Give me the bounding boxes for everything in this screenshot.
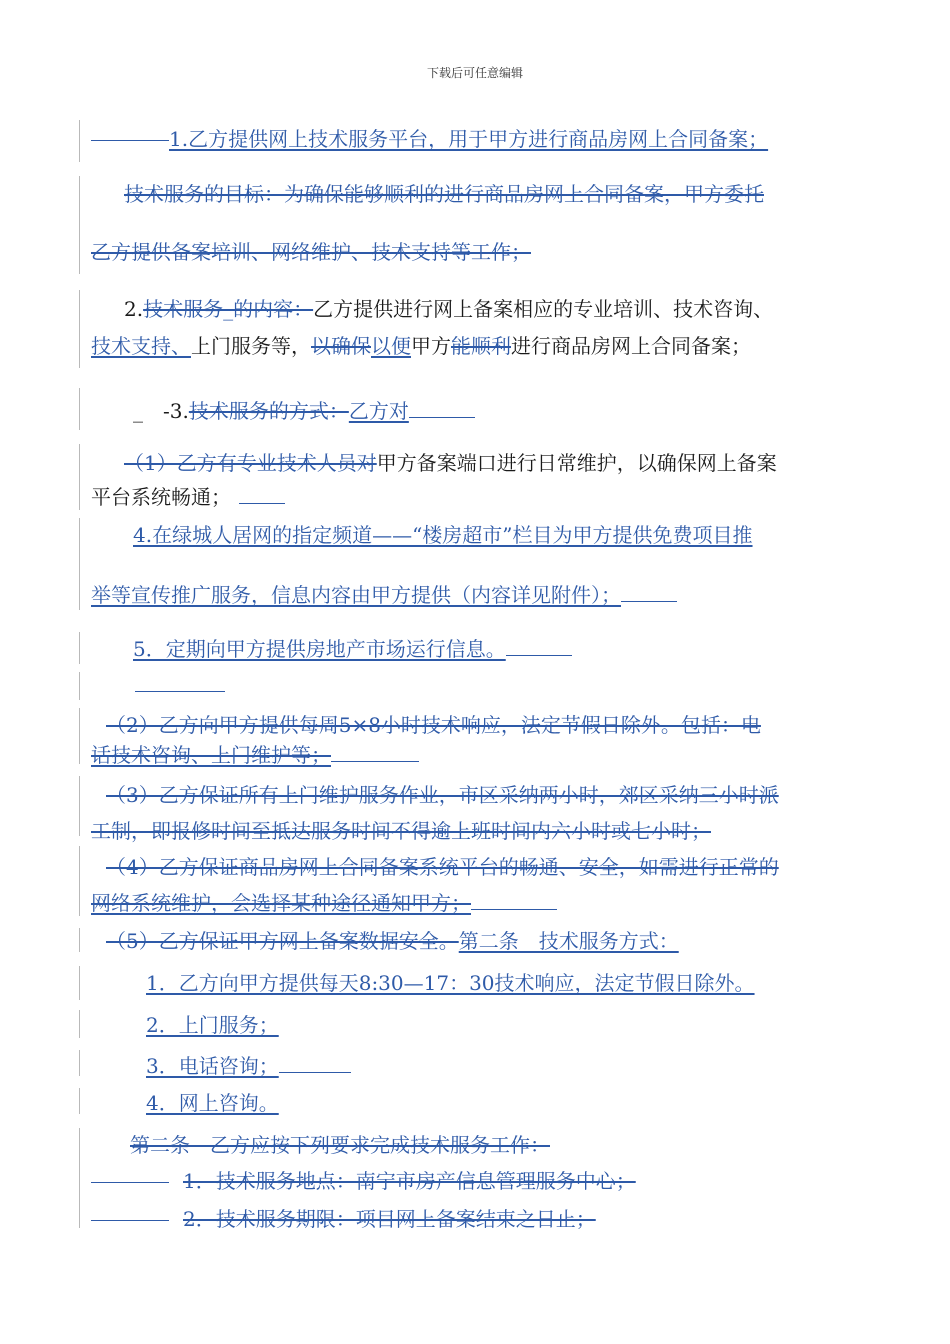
- item-2-text: 乙方提供进行网上备案相应的专业培训、技术咨询、: [313, 297, 774, 321]
- sub-5: [106, 928, 679, 954]
- service-item-1: 1．乙方向甲方提供每天8:30—17：30技术响应，法定节假日除外。: [146, 971, 755, 995]
- revision-bar: [79, 176, 80, 274]
- item-2-text: 进行商品房网上合同备案；: [511, 334, 751, 358]
- sub-3-line-2: 工制，即报修时间至抵达服务时间不得逾上班时间内六小时或七小时；: [91, 819, 711, 843]
- revision-bar: [79, 928, 80, 952]
- item-5: [133, 636, 572, 662]
- revision-bar: [79, 672, 80, 700]
- item-5-rule: [135, 672, 225, 698]
- sub-1-line-1: [124, 450, 777, 476]
- sub-1-text: 甲方备案端口进行日常维护，以确保网上备案: [376, 451, 777, 475]
- article-3-point-1-text: 1．技术服务地点：南宁市房产信息管理服务中心；: [183, 1169, 636, 1193]
- sub-4-line-2: [91, 890, 557, 916]
- insertion-rule: [239, 489, 285, 504]
- insertion-rule: [91, 1220, 169, 1222]
- article-3-point-2: [91, 1206, 596, 1232]
- insertion-rule: [621, 587, 677, 602]
- revision-bar: [79, 1010, 80, 1038]
- item-4-line-1: 4.在绿城人居网的指定频道——“楼房超市”栏目为甲方提供免费项目推: [133, 523, 753, 547]
- item-2-inserted: 以便: [371, 334, 411, 358]
- revision-bar: [79, 632, 80, 664]
- sub-2-text-2: 话技术咨询、上门维护等；: [91, 743, 331, 767]
- insertion-rule: [506, 641, 572, 656]
- insertion-rule: [91, 1182, 169, 1184]
- article-2-heading: 第二条 技术服务方式：: [458, 929, 679, 953]
- sub-1-text-2: 平台系统畅通；: [91, 485, 231, 509]
- revision-bar: [79, 388, 80, 430]
- revision-bar: [79, 708, 80, 764]
- item-2-text: 甲方: [411, 334, 451, 358]
- sub-2-line-2: [91, 742, 419, 768]
- service-item-2: 2．上门服务；: [146, 1013, 279, 1037]
- article-3-point-2-text: 2．技术服务期限：项目网上备案结束之日止；: [183, 1207, 596, 1231]
- revision-bar: [79, 120, 80, 162]
- sub-4-line-1: （4）乙方保证商品房网上合同备案系统平台的畅通、安全，如需进行正常的: [106, 855, 779, 879]
- revision-bar: [79, 966, 80, 1000]
- insertion-rule: [279, 1058, 351, 1073]
- sub-5-struck: （5）乙方保证甲方网上备案数据安全。: [106, 929, 459, 953]
- revision-bar: [79, 444, 80, 510]
- insertion-rule: [91, 140, 169, 142]
- item-3-underscore: _: [133, 399, 143, 423]
- item-4-text-2: 举等宣传推广服务，信息内容由甲方提供（内容详见附件）；: [91, 583, 621, 607]
- goal-line-2: 乙方提供备案培训、网络维护、技术支持等工作；: [91, 240, 531, 264]
- insertion-rule: [409, 403, 475, 418]
- item-2-text: 上门服务等，: [191, 334, 311, 358]
- item-2-line-2: [91, 333, 751, 359]
- item-2-deleted: 能顺利: [451, 334, 511, 358]
- item-2-struck-label: 技术服务_的内容：: [143, 297, 314, 321]
- sub-1-line-2: [91, 484, 285, 510]
- item-3-inserted: 乙方对: [348, 399, 409, 423]
- goal-line-1: 技术服务的目标：为确保能够顺利的进行商品房网上合同备案，甲方委托: [124, 182, 764, 206]
- item-1-text: 1.乙方提供网上技术服务平台，用于甲方进行商品房网上合同备案；: [169, 127, 769, 151]
- insertion-rule: [135, 677, 225, 692]
- sub-1-struck: （1）乙方有专业技术人员对: [124, 451, 377, 475]
- sub-3-line-1: （3）乙方保证所有上门维护服务作业，市区采纳两小时，郊区采纳三小时派: [106, 783, 779, 807]
- sub-2-line-1: （2）乙方向甲方提供每周5×8小时技术响应，法定节假日除外。包括：电: [106, 713, 761, 737]
- item-1: [91, 126, 768, 152]
- revision-bar: [79, 1088, 80, 1114]
- revision-bar: [79, 290, 80, 368]
- revision-bar: [79, 1128, 80, 1228]
- revision-bar: [79, 518, 80, 610]
- item-3-struck: 技术服务的方式：: [188, 399, 349, 423]
- service-item-3-text: 3．电话咨询；: [146, 1054, 279, 1078]
- revision-bar: [79, 1050, 80, 1076]
- revision-bar: [79, 776, 80, 836]
- page-header: 下载后可任意编辑: [426, 66, 523, 80]
- revision-bar: [79, 846, 80, 916]
- item-3-number: -3.: [163, 399, 189, 423]
- item-4-line-2: [91, 582, 677, 608]
- item-5-text: 5．定期向甲方提供房地产市场运行信息。: [133, 637, 506, 661]
- item-2-number: 2.: [124, 297, 144, 321]
- sub-4-text-2: 网络系统维护，会选择某种途径通知甲方；: [91, 891, 471, 915]
- insertion-rule: [331, 747, 419, 762]
- item-2-deleted: 以确保: [311, 334, 371, 358]
- item-3: [133, 398, 475, 424]
- article-3-title: 第二条 乙方应按下列要求完成技术服务工作：: [130, 1133, 550, 1157]
- article-3-point-1: [91, 1168, 636, 1194]
- item-2-inserted: 技术支持、: [91, 334, 191, 358]
- service-item-4: 4．网上咨询。: [146, 1091, 279, 1115]
- service-item-3: [146, 1053, 351, 1079]
- item-2-line-1: [124, 296, 773, 322]
- insertion-rule: [471, 895, 557, 910]
